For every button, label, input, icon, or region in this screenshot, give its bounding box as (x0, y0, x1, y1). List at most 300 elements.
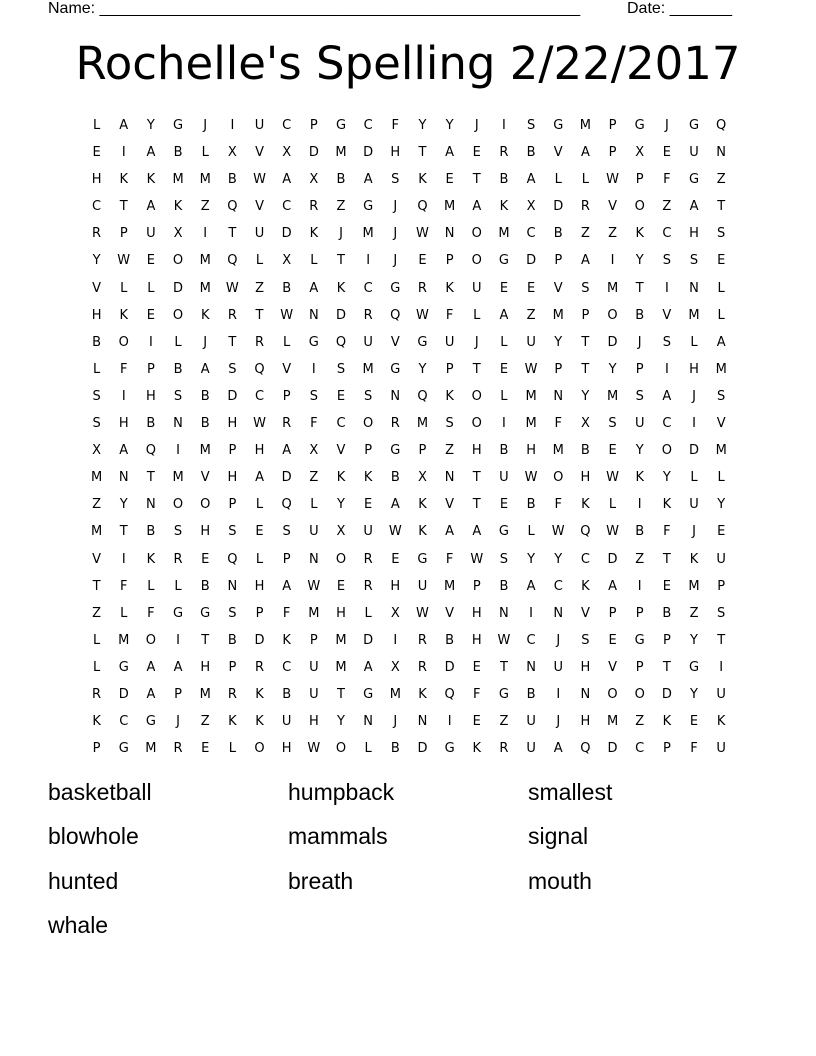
grid-letter: H (254, 578, 265, 594)
grid-letter: E (445, 172, 454, 188)
grid-letter: E (662, 145, 671, 161)
grid-letter: L (255, 253, 264, 269)
grid-letter: W (497, 632, 511, 648)
grid-letter: M (444, 578, 456, 594)
grid-letter: B (336, 172, 346, 188)
grid-letter: L (554, 172, 562, 188)
grid-letter: T (119, 524, 128, 540)
grid-letter: S (635, 388, 644, 404)
grid-letter: G (200, 605, 211, 621)
grid-letter: V (390, 334, 400, 350)
grid-letter: R (254, 334, 265, 350)
grid-letter: J (393, 253, 398, 269)
grid-letter: R (92, 226, 102, 242)
grid-letter: P (554, 253, 563, 269)
grid-letter: X (526, 199, 536, 215)
grid-letter: K (445, 388, 454, 404)
grid-letter: H (390, 578, 401, 594)
grid-letter: I (176, 632, 180, 648)
grid-letter: G (498, 524, 509, 540)
grid-row (83, 193, 735, 220)
grid-letter: U (146, 226, 156, 242)
word-list-item: mouth (528, 867, 592, 894)
grid-letter: D (281, 226, 292, 242)
grid-letter: X (227, 145, 237, 161)
grid-letter: O (254, 741, 265, 757)
grid-letter: L (500, 334, 508, 350)
grid-letter: R (309, 199, 319, 215)
grid-letter: R (227, 686, 237, 702)
grid-letter: L (174, 578, 182, 594)
grid-letter: K (336, 280, 346, 296)
grid-letter: A (472, 199, 482, 215)
grid-letter: M (525, 388, 537, 404)
grid-row (83, 139, 735, 166)
grid-letter: X (92, 443, 102, 459)
grid-letter: I (664, 280, 669, 296)
grid-letter: B (146, 524, 156, 540)
grid-letter: I (719, 659, 724, 675)
grid-letter: Z (92, 497, 102, 513)
grid-letter: D (363, 632, 374, 648)
grid-letter: U (499, 470, 509, 486)
grid-letter: E (472, 659, 481, 675)
grid-letter: G (688, 172, 700, 188)
grid-letter: B (662, 605, 672, 621)
grid-letter: T (717, 632, 726, 648)
grid-letter: G (417, 334, 428, 350)
grid-letter: L (364, 741, 372, 757)
grid-letter: D (607, 334, 618, 350)
grid-letter: K (499, 199, 509, 215)
grid-letter: I (502, 118, 506, 133)
grid-letter: K (146, 551, 156, 567)
grid-letter: P (581, 307, 590, 323)
grid-letter: H (308, 714, 319, 730)
grid-letter: T (201, 632, 210, 648)
grid-letter: G (498, 686, 509, 702)
grid-letter: B (499, 443, 509, 459)
grid-letter: S (364, 388, 373, 404)
grid-letter: N (308, 551, 319, 567)
grid-letter: K (689, 551, 699, 567)
grid-letter: F (119, 578, 128, 594)
grid-letter: A (716, 334, 726, 350)
grid-letter: W (606, 524, 619, 540)
word-list-item: smallest (528, 779, 613, 805)
grid-letter: S (282, 524, 291, 540)
grid-letter: N (227, 578, 238, 594)
grid-letter: H (227, 416, 238, 432)
grid-letter: D (281, 470, 292, 486)
grid-letter: Q (417, 388, 428, 404)
grid-letter: G (390, 280, 401, 296)
grid-letter: B (526, 497, 536, 513)
grid-letter: P (228, 497, 237, 513)
grid-letter: U (254, 118, 265, 133)
grid-letter: M (90, 524, 103, 540)
grid-letter: Q (444, 686, 455, 702)
grid-letter: P (418, 443, 427, 459)
grid-letter: T (499, 659, 508, 675)
grid-letter: T (228, 334, 237, 350)
grid-letter: N (118, 470, 129, 486)
grid-letter: B (526, 145, 536, 161)
grid-letter: W (416, 307, 429, 323)
grid-letter: P (445, 361, 454, 377)
grid-letter: E (608, 632, 617, 648)
grid-letter: Q (145, 443, 156, 459)
grid-letter: G (390, 443, 401, 459)
grid-letter: I (502, 416, 506, 432)
grid-letter: T (635, 280, 644, 296)
grid-letter: O (634, 199, 645, 215)
grid-letter: R (363, 307, 373, 323)
grid-letter: P (635, 605, 644, 621)
grid-row (83, 383, 735, 410)
grid-letter: R (173, 551, 183, 567)
grid-letter: J (339, 226, 343, 242)
grid-letter: R (499, 145, 509, 161)
grid-letter: U (444, 334, 455, 350)
grid-letter: M (362, 361, 374, 377)
grid-letter: M (199, 172, 211, 188)
grid-letter: A (526, 172, 536, 188)
grid-letter: K (662, 714, 672, 730)
grid-letter: A (445, 145, 455, 161)
grid-letter: X (390, 605, 400, 621)
grid-letter: K (581, 578, 590, 594)
grid-letter: I (556, 686, 561, 702)
grid-letter: C (526, 226, 536, 242)
grid-letter: D (227, 388, 238, 404)
grid-letter: Q (580, 741, 591, 757)
grid-letter: B (390, 470, 400, 486)
grid-letter: B (227, 172, 237, 188)
grid-row (83, 112, 735, 139)
grid-letter: R (254, 659, 265, 675)
page-title: Rochelle's Spelling 2/22/2017 (75, 37, 741, 90)
grid-letter: W (307, 578, 321, 594)
grid-letter: C (526, 632, 536, 648)
grid-letter: G (118, 659, 129, 675)
grid-letter: P (662, 632, 671, 648)
grid-letter: V (200, 470, 210, 486)
grid-letter: B (635, 307, 645, 323)
grid-row (83, 464, 735, 491)
grid-letter: S (717, 226, 726, 242)
grid-letter: T (717, 199, 726, 215)
grid-letter: M (335, 632, 347, 648)
grid-letter: P (282, 551, 291, 567)
grid-letter: O (607, 307, 618, 323)
grid-letter: F (310, 416, 318, 432)
grid-letter: H (254, 443, 265, 459)
grid-letter: C (662, 416, 672, 432)
grid-letter: G (634, 118, 645, 133)
grid-row (83, 681, 735, 708)
grid-letter: O (335, 741, 347, 757)
grid-letter: P (608, 118, 617, 133)
grid-letter: X (282, 145, 292, 161)
grid-letter: U (716, 686, 726, 702)
grid-letter: H (471, 605, 482, 621)
grid-letter: Q (390, 307, 401, 323)
grid-letter: J (393, 714, 398, 730)
grid-letter: P (472, 578, 481, 594)
grid-letter: A (146, 659, 156, 675)
grid-letter: W (388, 524, 402, 540)
grid-letter: O (335, 551, 347, 567)
grid-letter: Z (499, 714, 509, 730)
grid-letter: D (661, 686, 672, 702)
grid-letter: Y (662, 470, 671, 486)
grid-letter: Z (309, 470, 319, 486)
grid-letter: Z (526, 307, 536, 323)
grid-letter: P (174, 686, 182, 702)
grid-letter: T (581, 334, 590, 350)
grid-letter: E (92, 145, 101, 161)
grid-letter: I (447, 714, 452, 730)
grid-letter: K (418, 497, 427, 513)
grid-letter: L (608, 497, 617, 513)
grid-letter: L (120, 280, 128, 296)
grid-letter: V (336, 443, 346, 459)
grid-letter: N (526, 659, 536, 675)
grid-letter: S (662, 334, 671, 350)
grid-letter: V (662, 307, 672, 323)
grid-letter: W (225, 280, 239, 296)
grid-letter: B (390, 741, 400, 757)
grid-letter: F (473, 686, 481, 702)
grid-letter: N (689, 280, 699, 296)
grid-row (83, 275, 735, 302)
grid-letter: A (580, 253, 590, 269)
grid-letter: P (445, 253, 454, 269)
grid-letter: C (92, 199, 102, 215)
grid-letter: O (145, 632, 156, 648)
grid-letter: T (146, 470, 155, 486)
word-list-item: hunted (48, 867, 119, 894)
grid-letter: S (662, 253, 671, 269)
grid-letter: D (118, 686, 129, 702)
grid-letter: A (282, 443, 292, 459)
grid-letter: N (308, 307, 319, 323)
grid-letter: A (499, 307, 509, 323)
grid-letter: E (201, 741, 210, 757)
grid-letter: L (255, 551, 264, 567)
grid-letter: I (230, 118, 235, 133)
grid-letter: M (118, 632, 130, 648)
grid-letter: U (716, 551, 726, 567)
grid-letter: Z (580, 226, 590, 242)
grid-letter: Z (689, 605, 699, 621)
grid-letter: G (173, 118, 184, 133)
grid-letter: V (608, 199, 617, 215)
grid-letter: Q (580, 524, 591, 540)
grid-letter: I (203, 226, 208, 242)
grid-row (83, 356, 735, 383)
grid-letter: G (444, 741, 455, 757)
grid-letter: J (664, 118, 669, 133)
grid-letter: L (201, 145, 209, 161)
grid-letter: B (499, 578, 509, 594)
grid-letter: W (307, 741, 321, 757)
grid-letter: D (417, 741, 428, 757)
grid-letter: E (418, 253, 427, 269)
grid-letter: S (608, 416, 617, 432)
grid-letter: D (254, 632, 265, 648)
grid-letter: P (309, 118, 318, 133)
grid-letter: I (311, 361, 316, 377)
grid-row (83, 302, 735, 329)
grid-letter: F (690, 741, 698, 757)
grid-letter: E (472, 714, 481, 730)
grid-letter: M (444, 199, 456, 215)
grid-letter: S (717, 388, 726, 404)
grid-letter: K (445, 280, 454, 296)
grid-letter: P (662, 741, 671, 757)
grid-letter: Y (119, 497, 128, 513)
grid-letter: B (526, 686, 536, 702)
grid-letter: Q (227, 551, 238, 567)
grid-letter: L (228, 741, 236, 757)
grid-letter: E (146, 307, 155, 323)
grid-letter: B (227, 632, 237, 648)
grid-letter: V (92, 280, 102, 296)
grid-letter: L (717, 307, 725, 323)
grid-letter: A (363, 172, 373, 188)
grid-letter: E (201, 551, 210, 567)
grid-letter: Z (92, 605, 102, 621)
grid-letter: M (579, 118, 591, 133)
grid-letter: M (145, 741, 157, 757)
grid-letter: O (607, 686, 618, 702)
grid-letter: X (390, 659, 400, 675)
grid-letter: S (173, 524, 183, 540)
grid-letter: L (92, 659, 101, 675)
grid-letter: P (92, 741, 101, 757)
grid-letter: S (173, 388, 183, 404)
grid-letter: B (499, 172, 509, 188)
grid-letter: B (200, 578, 210, 594)
grid-letter: M (199, 686, 211, 702)
grid-letter: K (716, 714, 726, 730)
grid-letter: U (254, 226, 265, 242)
grid-letter: H (91, 172, 102, 188)
grid-letter: E (391, 551, 400, 567)
grid-letter: D (607, 741, 618, 757)
grid-letter: F (282, 605, 291, 621)
grid-row (83, 491, 735, 518)
grid-letter: W (524, 470, 538, 486)
grid-letter: G (634, 632, 645, 648)
grid-letter: G (688, 118, 700, 133)
grid-row (83, 518, 735, 545)
grid-letter: H (336, 605, 346, 621)
grid-letter: J (203, 118, 208, 133)
grid-letter: N (444, 226, 455, 242)
grid-letter: T (337, 686, 345, 702)
grid-letter: P (364, 443, 373, 459)
grid-letter: T (418, 145, 427, 161)
grid-letter: U (417, 578, 428, 594)
grid-letter: R (390, 416, 400, 432)
grid-letter: R (417, 659, 427, 675)
grid-letter: T (255, 307, 264, 323)
grid-letter: J (692, 388, 696, 404)
grid-letter: A (445, 524, 455, 540)
grid-letter: U (363, 524, 373, 540)
grid-letter: B (146, 416, 156, 432)
grid-letter: E (499, 497, 509, 513)
grid-letter: J (692, 524, 696, 540)
grid-letter: A (309, 280, 319, 296)
grid-letter: A (173, 659, 183, 675)
grid-row (83, 654, 735, 681)
grid-letter: P (635, 659, 644, 675)
grid-letter: C (580, 551, 590, 567)
grid-letter: H (689, 226, 699, 242)
grid-letter: W (470, 551, 484, 567)
grid-letter: S (336, 361, 346, 377)
grid-letter: W (280, 307, 294, 323)
grid-letter: H (580, 659, 591, 675)
grid-letter: Q (254, 361, 265, 377)
grid-letter: P (228, 443, 237, 459)
grid-letter: A (553, 741, 563, 757)
grid-letter: K (635, 470, 644, 486)
grid-letter: R (363, 551, 373, 567)
grid-letter: G (363, 686, 374, 702)
grid-letter: N (553, 605, 564, 621)
grid-letter: L (174, 334, 182, 350)
grid-letter: C (282, 199, 292, 215)
grid-letter: B (173, 361, 183, 377)
grid-letter: E (662, 578, 671, 594)
grid-letter: I (121, 145, 126, 161)
grid-letter: X (309, 443, 319, 459)
grid-letter: O (471, 253, 482, 269)
grid-letter: U (553, 659, 563, 675)
grid-letter: W (551, 524, 565, 540)
grid-letter: G (308, 334, 319, 350)
grid-letter: M (362, 226, 374, 242)
grid-letter: T (472, 361, 481, 377)
grid-letter: K (200, 307, 210, 323)
grid-letter: H (526, 443, 536, 459)
grid-letter: O (661, 443, 672, 459)
grid-letter: J (474, 118, 479, 133)
grid-letter: E (717, 524, 726, 540)
grid-letter: A (526, 578, 536, 594)
grid-letter: U (689, 145, 699, 161)
grid-letter: G (390, 361, 401, 377)
grid-letter: X (635, 145, 645, 161)
grid-letter: I (692, 416, 696, 432)
grid-row (83, 410, 735, 437)
grid-letter: T (662, 659, 671, 675)
grid-letter: M (389, 686, 401, 702)
grid-letter: H (91, 307, 102, 323)
grid-letter: O (172, 253, 184, 269)
grid-letter: C (635, 741, 645, 757)
grid-letter: U (689, 497, 699, 513)
grid-letter: L (310, 253, 318, 269)
grid-letter: H (118, 416, 129, 432)
grid-letter: G (173, 605, 184, 621)
grid-letter: N (417, 714, 428, 730)
